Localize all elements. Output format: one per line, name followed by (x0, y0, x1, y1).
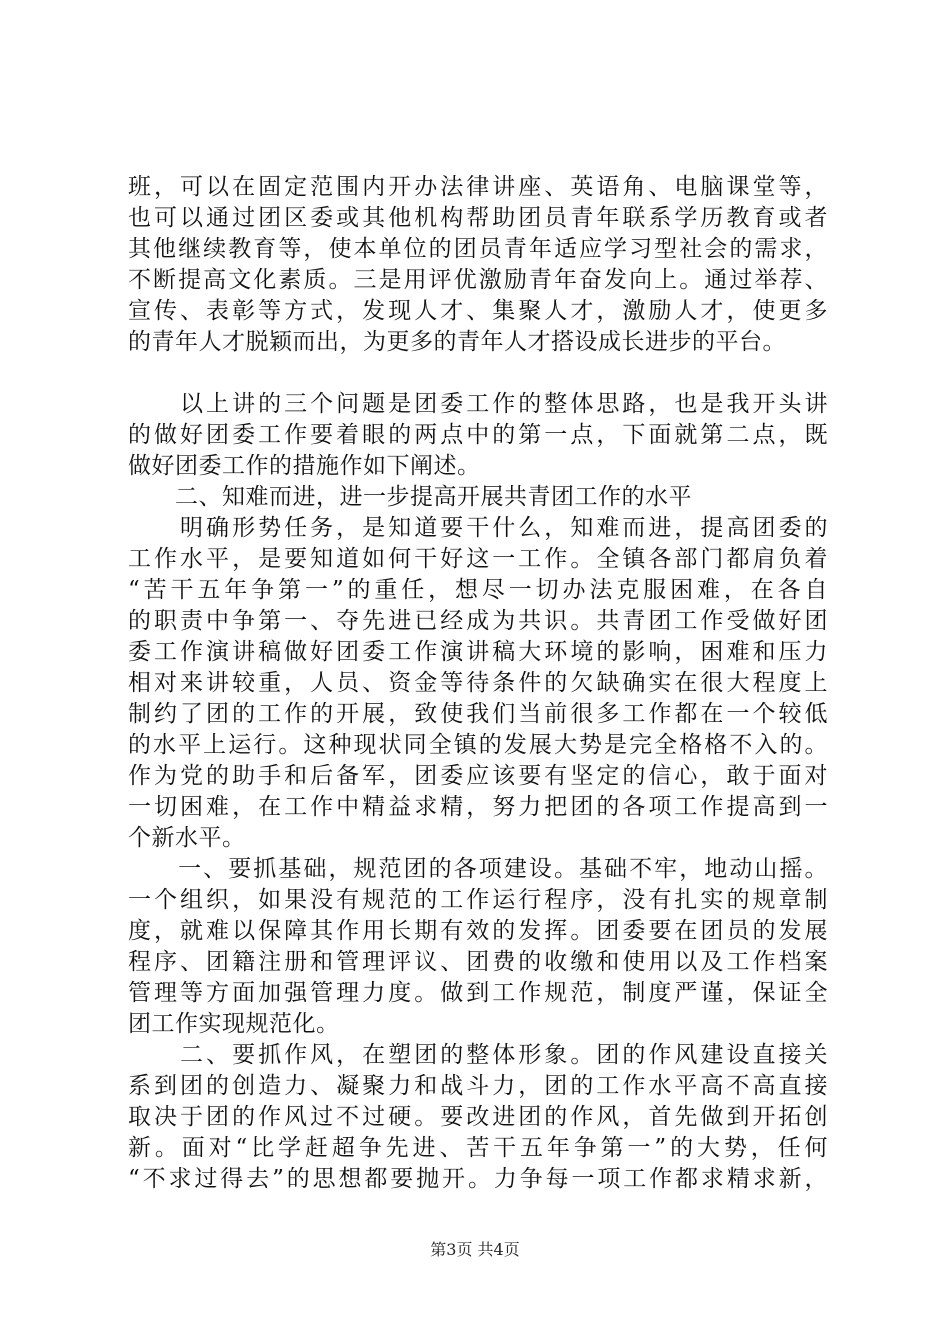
text-line: 新。面对“比学赶超争先进、苦干五年争第一”的大势，任何 (128, 1135, 828, 1161)
text-line: 以上讲的三个问题是团委工作的整体思路，也是我开头讲 (128, 391, 828, 417)
text-line: 的水平上运行。这种现状同全镇的发展大势是完全格格不入的。 (128, 732, 828, 758)
document-body (128, 172, 828, 1195)
text-line: 一切困难，在工作中精益求精，努力把团的各项工作提高到一 (128, 794, 828, 820)
text-line: 做好团委工作的措施作如下阐述。 (128, 453, 481, 479)
text-line: 制约了团的工作的开展，致使我们当前很多工作都在一个较低 (128, 701, 828, 727)
text-line: 个新水平。 (128, 825, 246, 851)
page-footer: 第3页 共4页 (430, 1240, 520, 1259)
text-line: 系到团的创造力、凝聚力和战斗力，团的工作水平高不高直接 (128, 1073, 828, 1099)
text-line: 明确形势任务，是知道要干什么，知难而进，提高团委的 (128, 515, 828, 541)
text-line: 宣传、表彰等方式，发现人才、集聚人才，激励人才，使更多 (128, 298, 828, 324)
text-line: 工作水平，是要知道如何干好这一工作。全镇各部门都肩负着 (128, 546, 828, 572)
text-line: 二、要抓作风，在塑团的整体形象。团的作风建设直接关 (128, 1042, 828, 1068)
text-line: “不求过得去”的思想都要抛开。力争每一项工作都求精求新， (128, 1166, 828, 1192)
text-line: “苦干五年争第一”的重任，想尽一切办法克服困难，在各自 (128, 577, 828, 603)
text-line: 相对来讲较重，人员、资金等待条件的欠缺确实在很大程度上 (128, 670, 828, 696)
text-line: 不断提高文化素质。三是用评优激励青年奋发向上。通过举荐、 (128, 267, 828, 293)
text-line: 的青年人才脱颖而出，为更多的青年人才搭设成长进步的平台。 (128, 329, 786, 355)
text-line: 的做好团委工作要着眼的两点中的第一点，下面就第二点，既 (128, 422, 828, 448)
text-line: 管理等方面加强管理力度。做到工作规范，制度严谨，保证全 (128, 980, 828, 1006)
text-line: 取决于团的作风过不过硬。要改进团的作风，首先做到开拓创 (128, 1104, 828, 1130)
section-heading: 二、知难而进，进一步提高开展共青团工作的水平 (128, 484, 692, 510)
text-line: 其他继续教育等，使本单位的团员青年适应学习型社会的需求， (128, 236, 828, 262)
text-line: 一个组织，如果没有规范的工作运行程序，没有扎实的规章制 (128, 887, 828, 913)
text-line: 班，可以在固定范围内开办法律讲座、英语角、电脑课堂等， (128, 174, 828, 200)
text-line: 委工作演讲稿做好团委工作演讲稿大环境的影响，困难和压力 (128, 639, 828, 665)
text-line: 团工作实现规范化。 (128, 1011, 340, 1037)
text-line: 也可以通过团区委或其他机构帮助团员青年联系学历教育或者 (128, 205, 828, 231)
paragraph-gap (128, 358, 828, 389)
text-line: 度，就难以保障其作用长期有效的发挥。团委要在团员的发展 (128, 918, 828, 944)
text-line: 作为党的助手和后备军，团委应该要有坚定的信心，敢于面对 (128, 763, 828, 789)
text-line: 一、要抓基础，规范团的各项建设。基础不牢，地动山摇。 (128, 856, 828, 882)
text-line: 的职责中争第一、夺先进已经成为共识。共青团工作受做好团 (128, 608, 828, 634)
text-line: 程序、团籍注册和管理评议、团费的收缴和使用以及工作档案 (128, 949, 828, 975)
